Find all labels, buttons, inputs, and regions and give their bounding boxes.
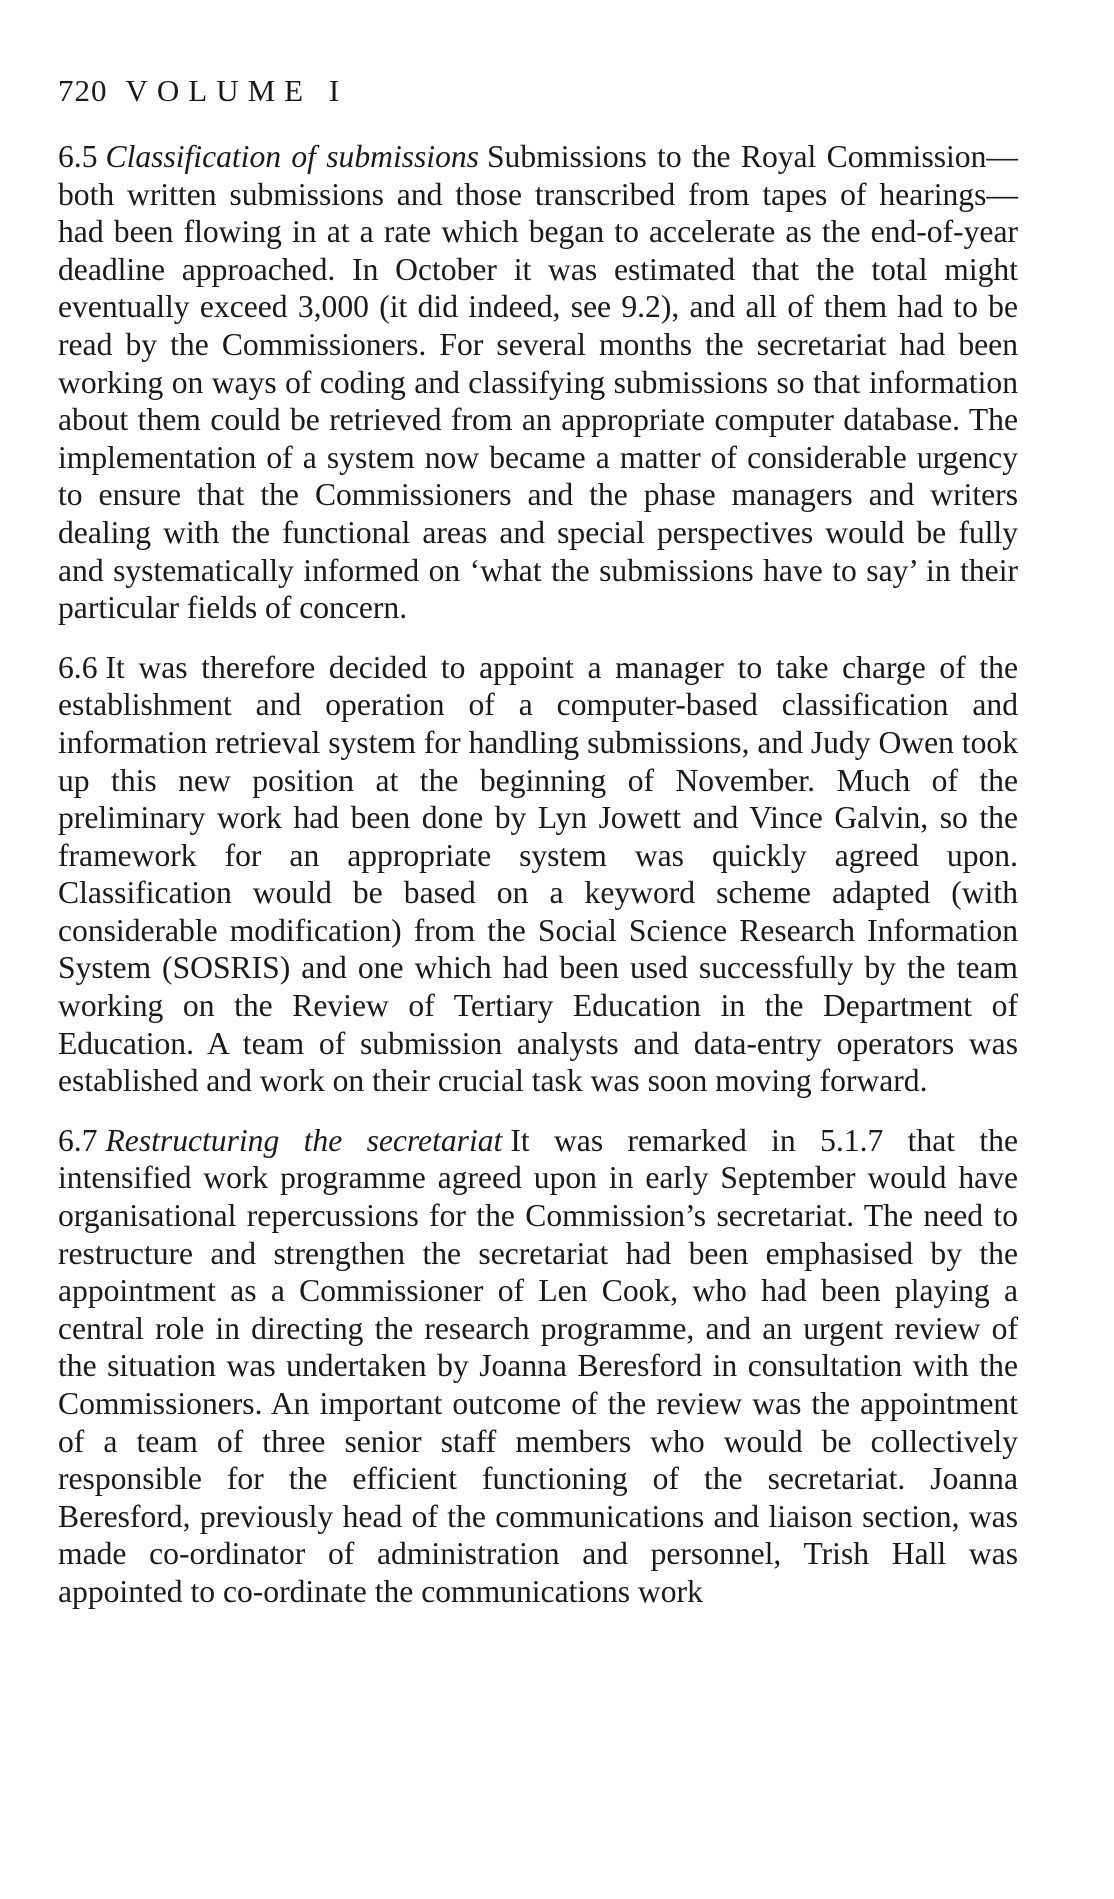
paragraph-6-7 (58, 1122, 1018, 1611)
paragraph-6-5 (58, 138, 1018, 627)
paragraph-6-6 (58, 649, 1018, 1100)
paragraph-number: 6.6 (58, 649, 98, 685)
document-page (58, 72, 1018, 1633)
paragraph-number: 6.7 (58, 1122, 98, 1158)
paragraph-text: It was remarked in 5.1.7 that the intensified work programme agreed upon in early September would have organisational repercussions for the Commission’s secretariat. The need to restructure and strengthen the secretariat had been emphasised by the appointment as a Commissioner of Len Cook, who had been playing a central role in directing the research programme, and an urgent review of the situation was undertaken by Joanna Beresford in consultation with the Commissioners. An important outcome of the review was the appointment of a team of three senior staff members who would be collectively responsible for the efficient functioning of the secretariat. Joanna Beresford, previously head of the communications and liaison section, was made co-ordinator of administration and personnel, Trish Hall was appointed to co-ordinate the communications work (58, 1122, 1018, 1609)
running-head (58, 72, 1018, 110)
page-number: 720 (58, 73, 108, 108)
volume-label: VOLUME I (125, 73, 349, 108)
paragraph-title: Restructuring the secretariat (105, 1122, 503, 1158)
paragraph-text: Submissions to the Royal Commission—both written submissions and those transcribed from tapes of hearings—had been flowing in at a rate which began to accelerate as the end-of-year deadline approached. In October it was estimated that the total might eventually exceed 3,000 (it did indeed, see 9.2), and all of them had to be read by the Commissioners. For several months the secretariat had been working on ways of coding and classifying submissions so that information about them could be retrieved from an appropriate computer database. The implementation of a system now became a matter of considerable urgency to ensure that the Commissioners and the phase managers and writers dealing with the functional areas and special perspectives would be fully and systematically informed on ‘what the submissions have to say’ in their particular fields of concern. (58, 139, 1018, 626)
paragraph-title: Classification of submissions (105, 139, 479, 174)
paragraph-text: It was therefore decided to appoint a manager to take charge of the establishment and operation of a computer-based classification and information retrieval system for handling submissions, and Judy Owen took up this new position at the beginning of November. Much of the preliminary work had been done by Lyn Jowett and Vince Galvin, so the framework for an appropriate system was quickly agreed upon. Classification would be based on a keyword scheme adapted (with considerable modification) from the Social Science Research Information System (SOSRIS) and one which had been used successfully by the team working on the Review of Tertiary Education in the Department of Education. A team of submission analysts and data-entry operators was established and work on their crucial task was soon moving forward. (58, 649, 1018, 1099)
paragraph-number: 6.5 (58, 139, 98, 174)
